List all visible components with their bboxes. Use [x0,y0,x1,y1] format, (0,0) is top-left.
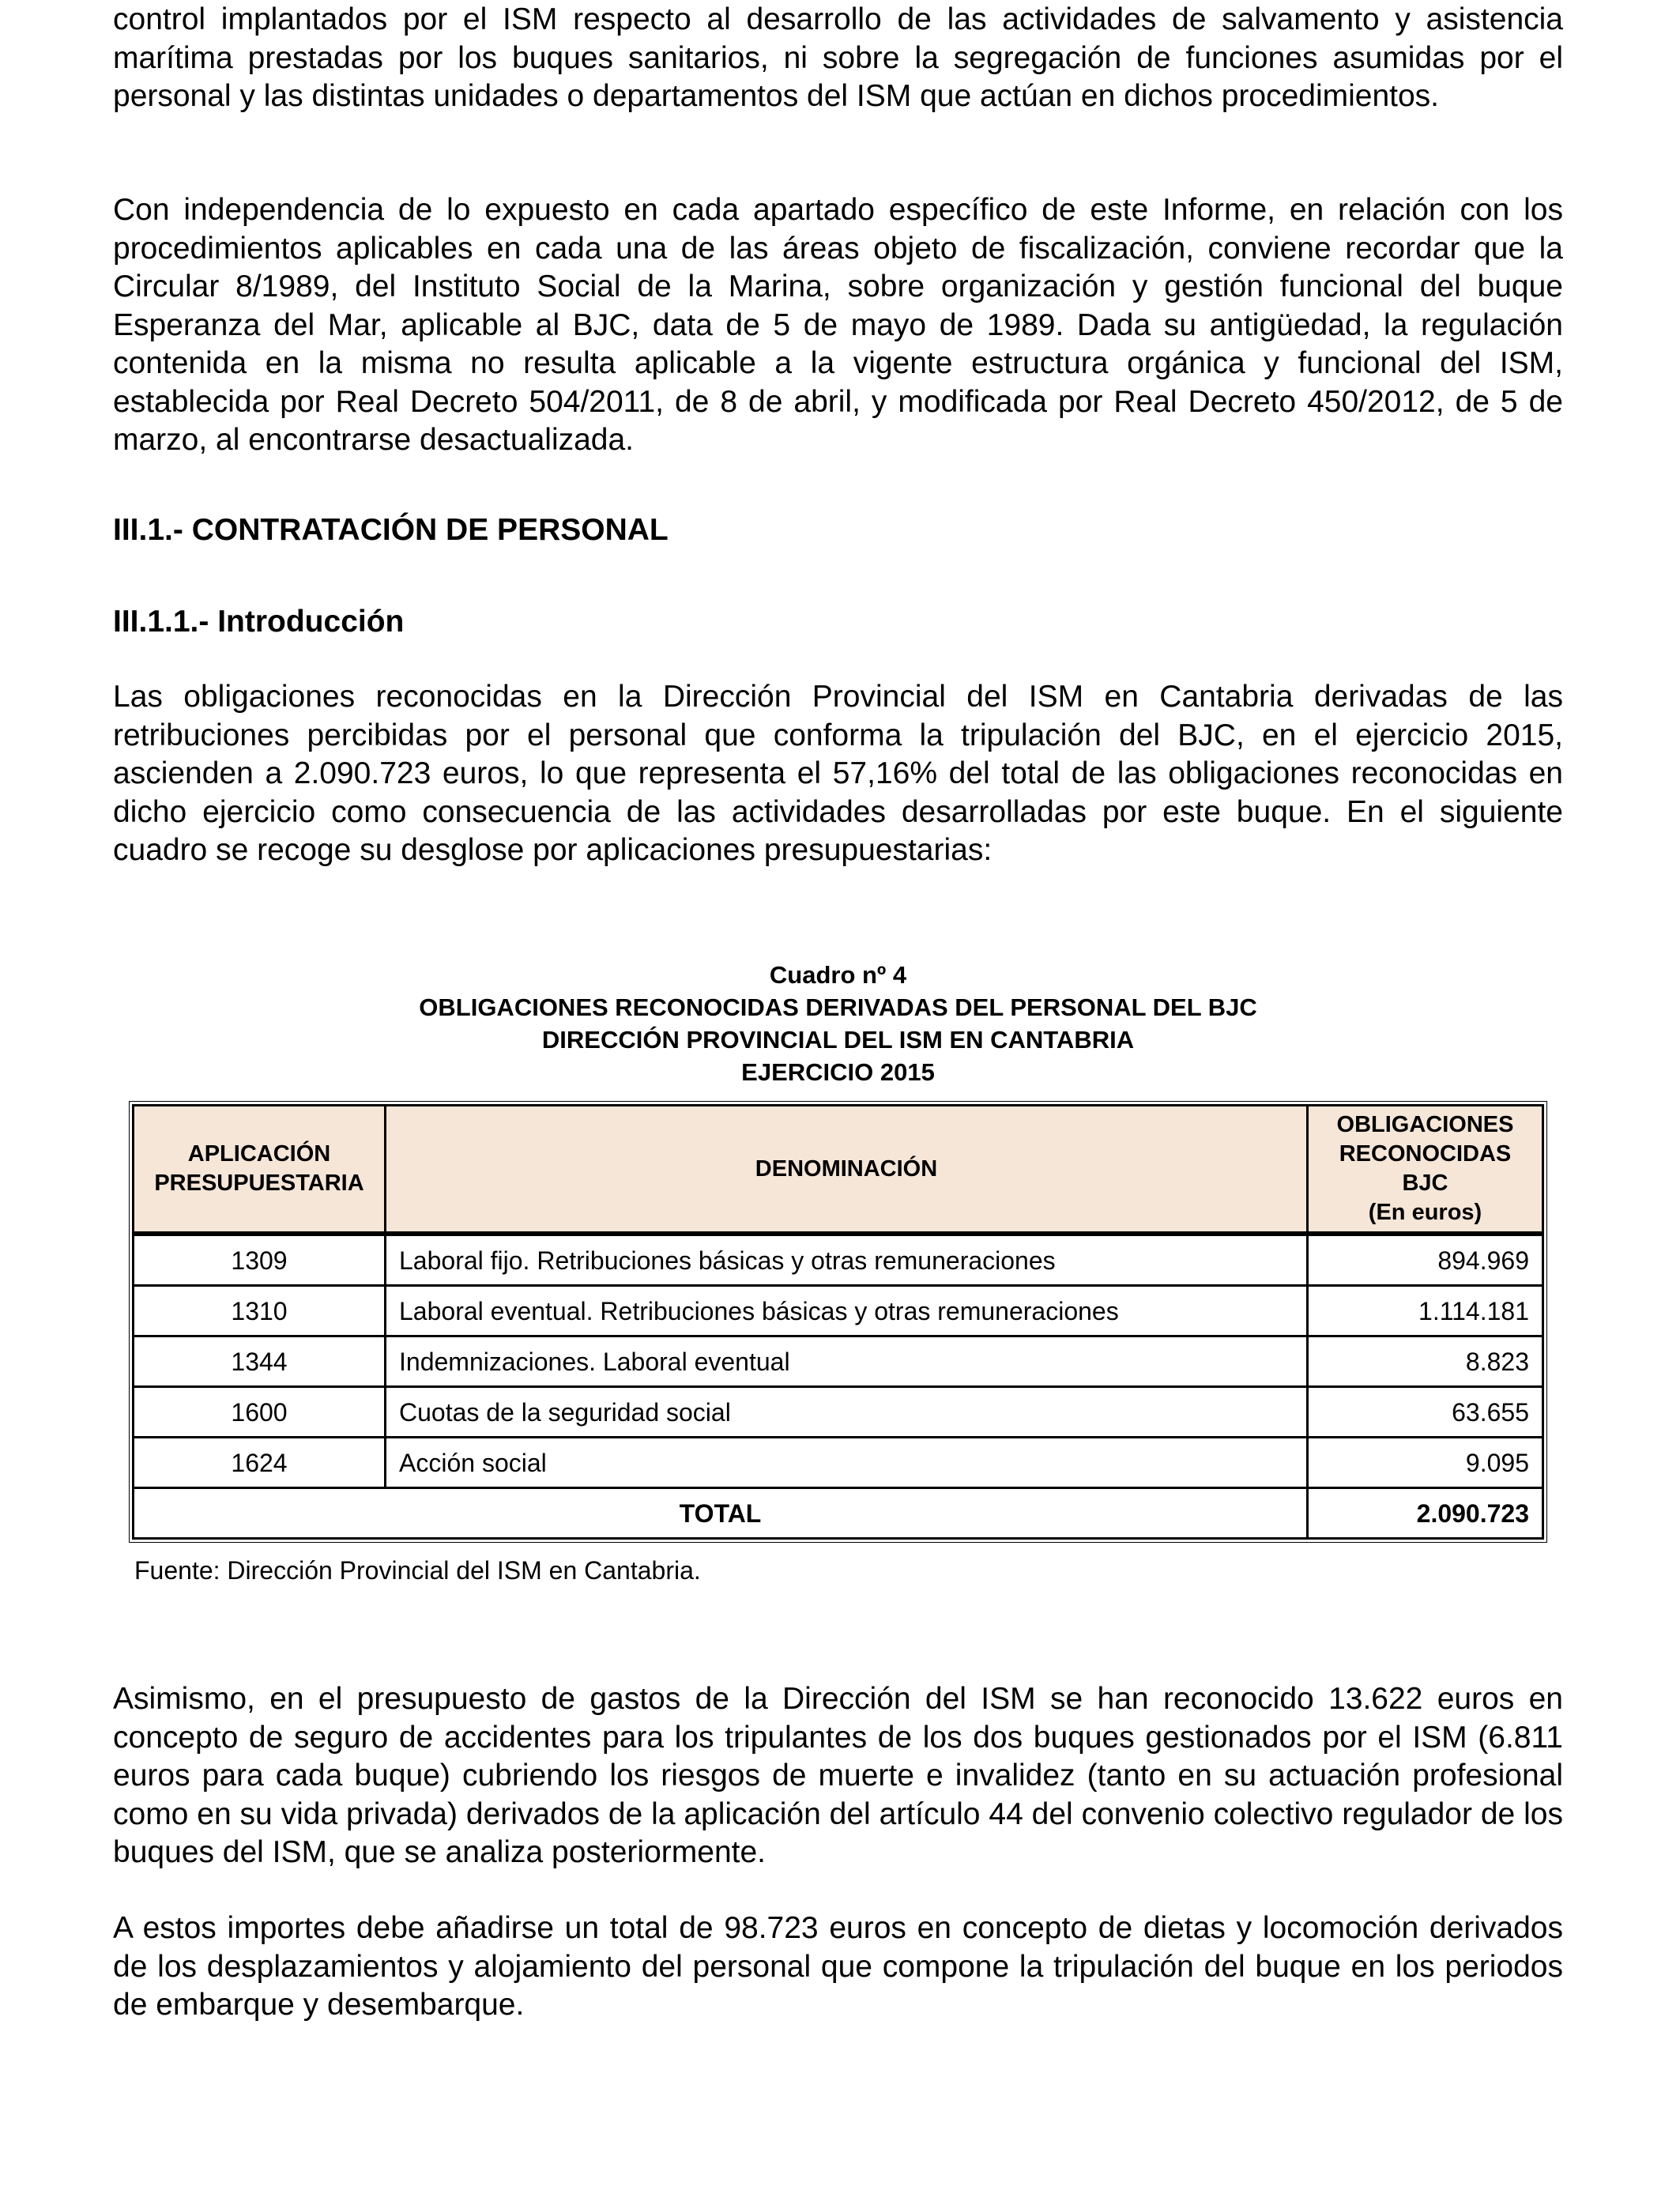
cell-aplicacion: 1309 [134,1236,386,1287]
cell-importe: 894.969 [1309,1236,1542,1287]
paragraph-asimismo: Asimismo, en el presupuesto de gastos de la Dirección del ISM se han reconocido 13.622 euros en concepto de seguro de accidentes para los tripulantes de los dos buques gestionados por el ISM (6.811 euros para cada buque) cubriendo los riesgos de muerte e invalidez (tanto en su actuación profesional como en su vida privada) derivados de la aplicación del artículo 44 del convenio colectivo regulador de los buques del ISM, que se analiza posteriormente. [113,1682,1563,1869]
cell-denominacion: Laboral eventual. Retribuciones básicas y otras remuneraciones [386,1287,1309,1337]
cell-denominacion: Laboral fijo. Retribuciones básicas y otras remuneraciones [386,1236,1309,1287]
caption-subtitle: DIRECCIÓN PROVINCIAL DEL ISM EN CANTABRIA [541,1026,1135,1054]
table-source: Fuente: Dirección Provincial del ISM en Cantabria. [134,1556,701,1585]
cell-denominacion: Acción social [386,1438,1309,1489]
section-heading: III.1.- CONTRATACIÓN DE PERSONAL [113,513,669,547]
table-row [134,1287,1542,1337]
header-aplicacion: APLICACIÓN PRESUPUESTARIA [134,1106,386,1236]
header-obligaciones: OBLIGACIONES RECONOCIDAS BJC (En euros) [1309,1106,1542,1236]
paragraph-dietas: A estos importes debe añadirse un total de 98.723 euros en concepto de dietas y locomoción derivados de los desplazamientos y alojamiento del personal que compone la tripulación del buque en los periodos de embarque y desembarque. [113,1911,1563,2022]
table-header-row [134,1106,1542,1236]
subsection-heading: III.1.1.- Introducción [113,605,405,639]
cell-importe: 9.095 [1309,1438,1542,1489]
table-caption [113,959,1563,1088]
table-row [134,1236,1542,1287]
cell-importe: 1.114.181 [1309,1287,1542,1337]
paragraph-independencia: Con independencia de lo expuesto en cada apartado específico de este Informe, en relación con los procedimientos aplicables en cada una de las áreas objeto de fiscalización, conviene recordar que la Circular 8/1989, del Instituto Social de la Marina, sobre organización y gestión funcional del buque Esperanza del Mar, aplicable al BJC, data de 5 de mayo de 1989. Dada su antigüedad, la regulación contenida en la misma no resulta aplicable a la vigente estructura orgánica y funcional del ISM, establecida por Real Decreto 504/2011, de 8 de abril, y modificada por Real Decreto 450/2012, de 5 de marzo, al encontrarse desactualizada. [113,193,1563,457]
cell-aplicacion: 1310 [134,1287,386,1337]
table-total-row [134,1489,1542,1537]
caption-title: OBLIGACIONES RECONOCIDAS DERIVADAS DEL PERSONAL DEL BJC [419,993,1257,1021]
cell-denominacion: Indemnizaciones. Laboral eventual [386,1337,1309,1388]
table-row [134,1337,1542,1388]
paragraph-obligaciones: Las obligaciones reconocidas en la Dirección Provincial del ISM en Cantabria derivadas de las retribuciones percibidas por el personal que conforma la tripulación del BJC, en el ejercicio 2015, ascienden a 2.090.723 euros, lo que representa el 57,16% del total de las obligaciones reconocidas en dicho ejercicio como consecuencia de las actividades desarrolladas por este buque. En el siguiente cuadro se recoge su desglose por aplicaciones presupuestarias: [113,680,1563,867]
table-row [134,1388,1542,1438]
paragraph-control: control implantados por el ISM respecto al desarrollo de las actividades de salvamento y asistencia marítima prestadas por los buques sanitarios, ni sobre la segregación de funciones asumidas por el personal y las distintas unidades o departamentos del ISM que actúan en dichos procedimientos. [113,2,1563,113]
cell-importe: 63.655 [1309,1388,1542,1438]
table-row [134,1438,1542,1489]
total-label: TOTAL [134,1489,1309,1537]
obligaciones-table [132,1104,1544,1540]
caption-number: Cuadro nº 4 [769,961,907,989]
cell-importe: 8.823 [1309,1337,1542,1388]
header-denominacion: DENOMINACIÓN [386,1106,1309,1236]
cell-denominacion: Cuotas de la seguridad social [386,1388,1309,1438]
cell-aplicacion: 1344 [134,1337,386,1388]
cell-aplicacion: 1624 [134,1438,386,1489]
cell-aplicacion: 1600 [134,1388,386,1438]
total-value: 2.090.723 [1416,1498,1529,1528]
caption-year: EJERCICIO 2015 [741,1058,935,1086]
